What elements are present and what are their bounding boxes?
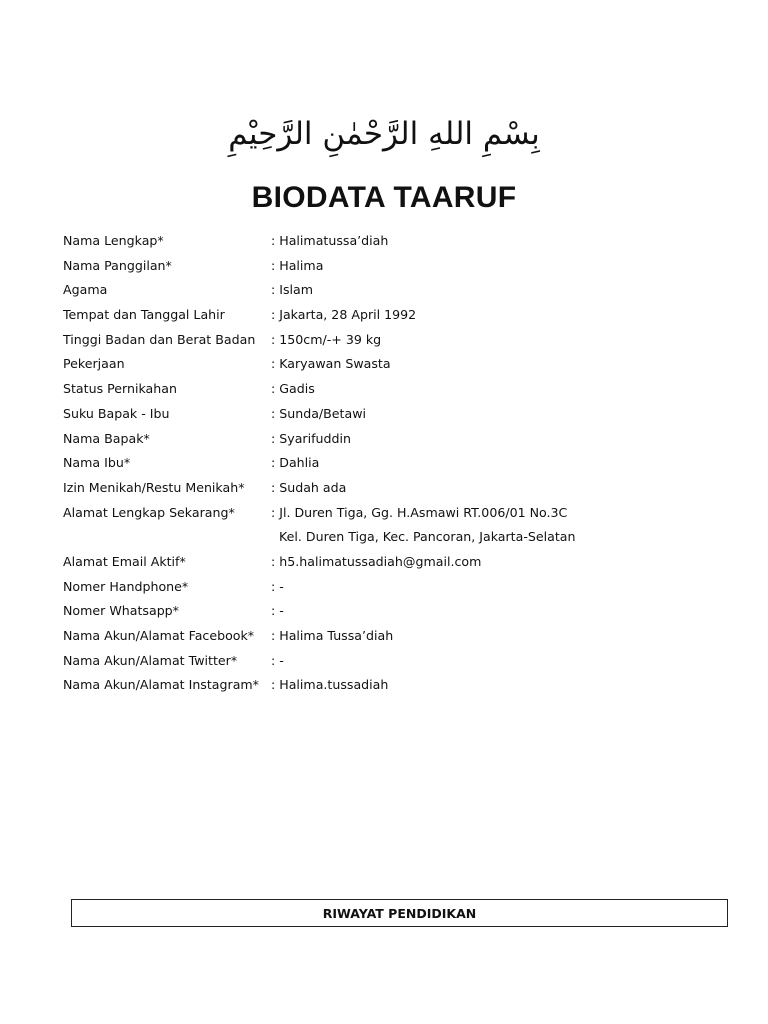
field-row-height-weight (63, 328, 713, 353)
field-value: Kel. Duren Tiga, Kec. Pancoran, Jakarta-Selatan (279, 529, 576, 545)
field-label: Alamat Email Aktif* (63, 553, 186, 569)
field-label: Alamat Lengkap Sekarang* (63, 504, 235, 520)
field-value: : Karyawan Swasta (271, 356, 391, 372)
field-label: Nama Akun/Alamat Facebook* (63, 628, 255, 643)
field-row-email (63, 550, 713, 575)
field-row-nickname (63, 254, 713, 279)
field-value: : h5.halimatussadiah@gmail.com (271, 553, 482, 569)
page-title: BIODATA TAARUF (251, 181, 517, 214)
field-row-twitter (63, 649, 713, 674)
field-row-marriage-permission (63, 476, 713, 501)
field-value: : Halimatussa’diah (271, 233, 389, 248)
field-row-father-name (63, 427, 713, 452)
field-value: : Sudah ada (271, 479, 347, 495)
field-value: : 150cm/-+ 39 kg (271, 331, 382, 347)
field-row-address-continued (63, 525, 713, 550)
field-label: Pekerjaan (63, 356, 125, 372)
field-row-ethnicity (63, 402, 713, 427)
biodata-fields (63, 229, 713, 698)
field-value: : Dahlia (271, 455, 320, 471)
field-label: Nama Panggilan* (63, 257, 172, 273)
field-value: : Halima.tussadiah (271, 677, 389, 693)
education-section-header: RIWAYAT PENDIDIKAN (71, 899, 728, 927)
field-row-phone (63, 575, 713, 600)
field-value: : Halima Tussa’diah (271, 628, 394, 643)
field-label: Status Pernikahan (63, 381, 177, 397)
field-row-full-name (63, 229, 713, 254)
field-label: Nomer Handphone* (63, 578, 189, 594)
field-label (63, 525, 271, 550)
field-label: Nama Akun/Alamat Twitter* (63, 652, 238, 668)
field-value: : - (271, 603, 284, 619)
field-value: : Sunda/Betawi (271, 405, 367, 421)
basmalah-heading: بِسْمِ اللهِ الرَّحْمٰنِ الرَّحِيْمِ (228, 116, 540, 152)
field-row-occupation (63, 352, 713, 377)
field-value: : Halima (271, 257, 324, 273)
field-row-whatsapp (63, 599, 713, 624)
field-label: Nama Lengkap* (63, 233, 164, 248)
field-label: Nomer Whatsapp* (63, 603, 179, 619)
field-value: : Islam (271, 282, 314, 298)
field-value: : Jakarta, 28 April 1992 (271, 307, 417, 323)
field-row-address (63, 501, 713, 526)
field-value: : Syarifuddin (271, 430, 351, 446)
field-label: Agama (63, 282, 108, 298)
field-label: Izin Menikah/Restu Menikah* (63, 479, 245, 495)
field-row-instagram (63, 673, 713, 698)
field-label: Nama Bapak* (63, 430, 150, 446)
field-value: : Jl. Duren Tiga, Gg. H.Asmawi RT.006/01 No.3C (271, 504, 568, 520)
field-value: : - (271, 652, 284, 668)
field-row-religion (63, 278, 713, 303)
field-label: Tinggi Badan dan Berat Badan (63, 331, 256, 347)
field-label: Tempat dan Tanggal Lahir (63, 307, 225, 323)
field-label: Suku Bapak - Ibu (63, 405, 170, 421)
field-row-marital-status (63, 377, 713, 402)
field-row-facebook (63, 624, 713, 649)
field-row-mother-name (63, 451, 713, 476)
field-label: Nama Ibu* (63, 455, 131, 471)
field-value: : - (271, 578, 284, 594)
field-value: : Gadis (271, 381, 315, 397)
field-row-birth (63, 303, 713, 328)
field-label: Nama Akun/Alamat Instagram* (63, 677, 259, 693)
